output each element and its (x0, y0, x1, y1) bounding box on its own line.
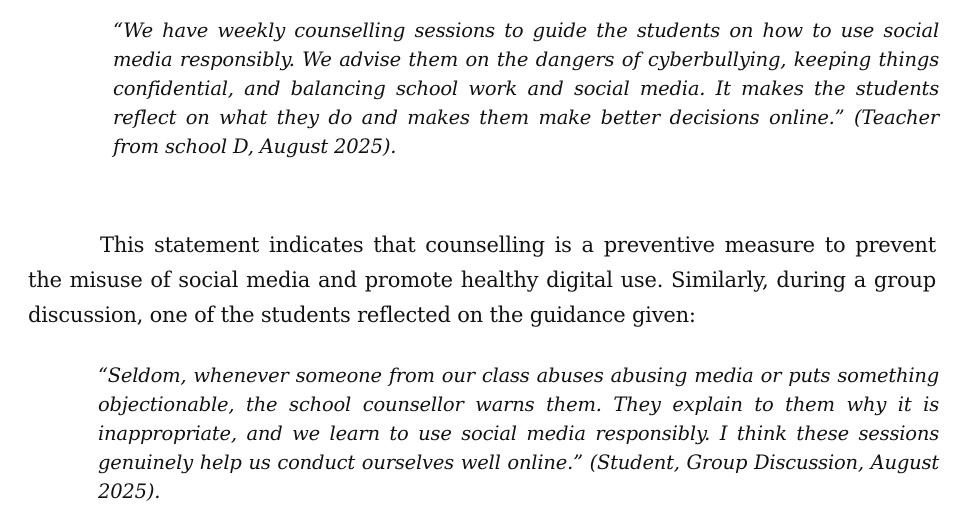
teacher-quote: “We have weekly counselling sessions to guide the students on how to use social media responsibly. We advise them on the dangers of cyberbullying, keeping things confidential, and balancing school work and social media. It makes the students reflect on what they do and makes them make better decisions online.” (Teacher from school D, August 2025). (113, 19, 939, 158)
body-paragraph: This statement indicates that counselling is a preventive measure to prevent the misuse of social media and promote healthy digital use. Similarly, during a group discussion, one of the students reflected on the guidance given: (28, 233, 936, 327)
student-quote: “Seldom, whenever someone from our class abuses abusing media or puts something objectionable, the school counsellor warns them. They explain to them why it is inappropriate, and we learn to use social media responsibly. I think these sessions genuinely help us conduct ourselves well online.” (Student, Group Discussion, August 2025). (98, 364, 939, 503)
